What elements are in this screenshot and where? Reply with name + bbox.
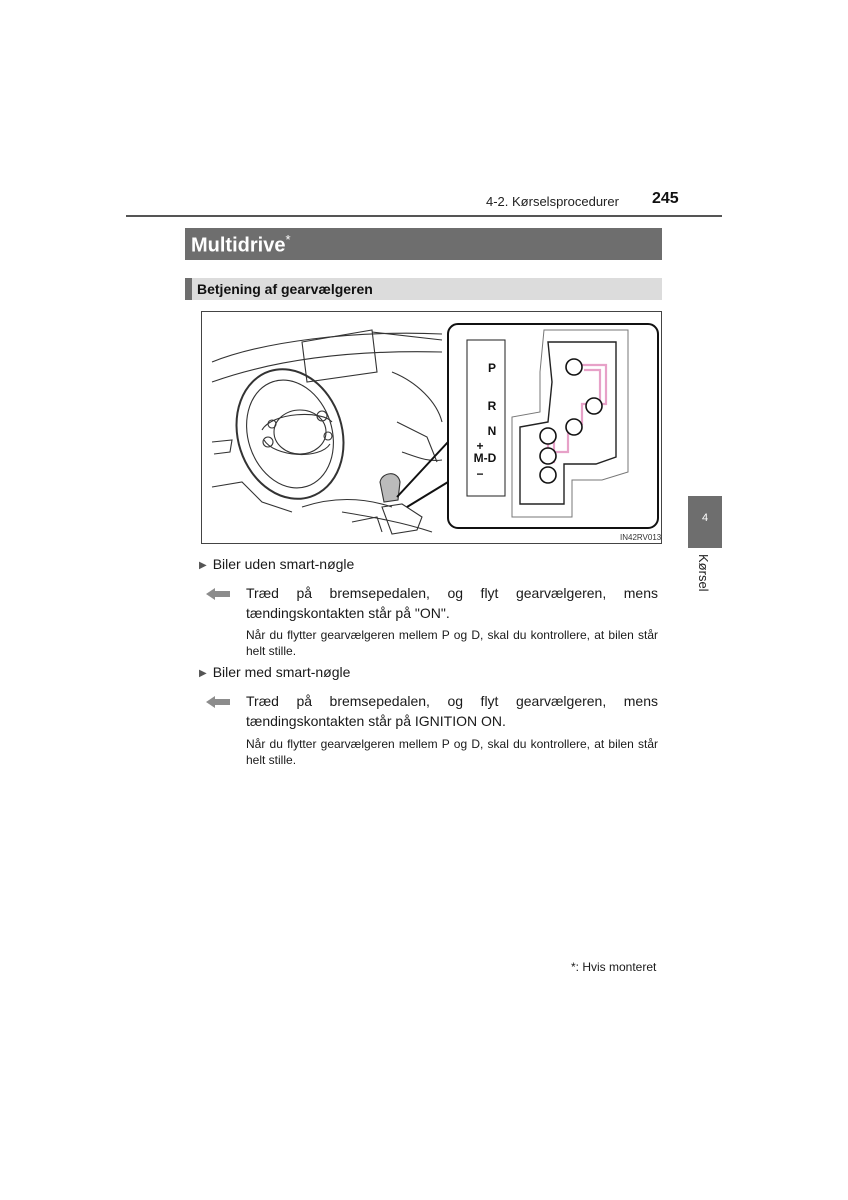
figure-code: IN42RV013: [620, 533, 662, 542]
gear-label-n: N: [487, 424, 497, 438]
car-interior-drawing: [212, 330, 442, 534]
callout-leader: [397, 442, 448, 507]
section-header: 4-2. Kørselsprocedurer: [486, 194, 619, 209]
note-text: Når du flytter gearvælgeren mellem P og D, skal du kontrollere, at bilen står helt stille.: [246, 628, 658, 658]
gear-label-plus: +: [476, 439, 484, 453]
step-arrow-icon: [206, 587, 230, 601]
footnote: [571, 960, 656, 974]
subtitle: Betjening af gearvælgeren: [197, 281, 373, 297]
page-title-text: Multidrive: [191, 234, 286, 257]
title-footnote-star: *: [285, 232, 291, 247]
chapter-tab: [688, 496, 722, 548]
step-text: Træd på bremsepedalen, og flyt gearvælgeren, mens tændingskontakten står på IGNITION ON.: [246, 693, 658, 729]
header-divider: [126, 215, 722, 217]
note-text: Når du flytter gearvælgeren mellem P og D, skal du kontrollere, at bilen står helt stille.: [246, 737, 658, 767]
footnote-star: *: [571, 960, 576, 974]
step-arrow-icon: [206, 695, 230, 709]
page-title: [191, 232, 291, 258]
chapter-number: 4: [701, 512, 709, 524]
gear-label-minus: −: [476, 467, 484, 481]
bullet-triangle-icon: ▶: [199, 668, 207, 679]
title-bar: [185, 228, 662, 260]
gear-label-p: P: [487, 361, 497, 375]
bullet-heading: [199, 664, 350, 680]
chapter-label: Kørsel: [696, 554, 711, 592]
bullet-heading: [199, 556, 354, 572]
subtitle-accent: [185, 278, 192, 300]
step-text: Træd på bremsepedalen, og flyt gearvælgeren, mens tændingskontakten står på "ON".: [246, 585, 658, 621]
page-number: 245: [652, 190, 679, 207]
gear-label-md: M-D: [473, 451, 497, 465]
gear-indicator-panel: [467, 340, 505, 496]
bullet-triangle-icon: ▶: [199, 560, 207, 571]
subtitle-bar: [185, 278, 662, 300]
gear-label-r: R: [487, 399, 497, 413]
figure-drawing: [202, 312, 663, 545]
bullet-text: Biler uden smart-nøgle: [212, 556, 355, 572]
gear-selector-illustration: [201, 311, 662, 544]
footnote-text: : Hvis monteret: [575, 960, 657, 974]
bullet-text: Biler med smart-nøgle: [212, 664, 351, 680]
